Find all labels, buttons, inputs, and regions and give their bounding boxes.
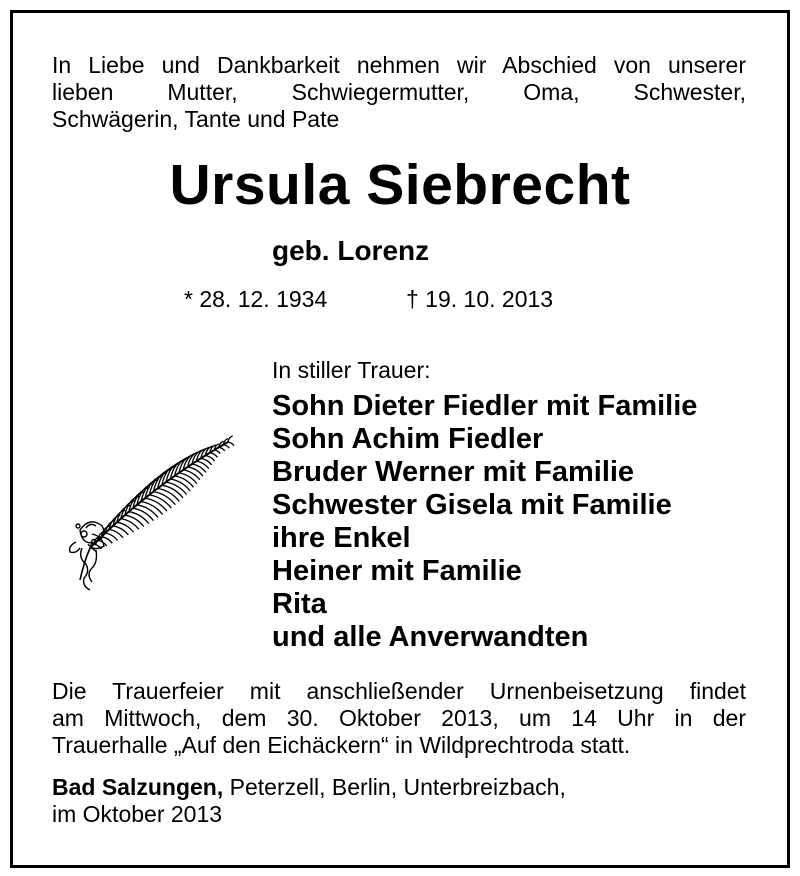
service-text: [52, 678, 746, 759]
mourner-entry: und alle Anverwandten: [272, 621, 589, 653]
mourner-entry: Sohn Dieter Fiedler mit Familie: [272, 390, 698, 422]
places-line: [52, 774, 746, 801]
mourner-entry: Schwester Gisela mit Familie: [272, 489, 672, 521]
intro-text: [52, 52, 746, 133]
mourner-entry: Heiner mit Familie: [272, 555, 522, 587]
places-date: im Oktober 2013: [52, 801, 223, 827]
mourner-entry: ihre Enkel: [272, 522, 411, 554]
service-line-1: Die Trauerfeier mit anschließender Urnenbeisetzung findet: [52, 678, 746, 704]
birth-date: * 28. 12. 1934: [184, 286, 328, 312]
intro-line-2: lieben Mutter, Schwiegermutter, Oma, Schwester,: [52, 79, 746, 105]
feather-with-bow-icon: [62, 430, 237, 605]
birth-name: geb. Lorenz: [272, 235, 430, 266]
places-rest: Peterzell, Berlin, Unterbreizbach,: [223, 774, 566, 800]
death-date: † 19. 10. 2013: [406, 286, 554, 312]
mourning-label: In stiller Trauer:: [272, 357, 431, 383]
intro-line-1: In Liebe und Dankbarkeit nehmen wir Abschied von unserer: [52, 52, 746, 78]
places-lead: Bad Salzungen,: [52, 774, 224, 800]
mourner-entry: Rita: [272, 588, 327, 620]
service-line-2: am Mittwoch, dem 30. Oktober 2013, um 14 Uhr in der: [52, 705, 746, 731]
places-block: [52, 774, 746, 828]
intro-line-3: Schwägerin, Tante und Pate: [52, 106, 340, 132]
service-line-3: Trauerhalle „Auf den Eichäckern“ in Wildprechtroda statt.: [52, 732, 631, 758]
deceased-name: Ursula Siebrecht: [169, 153, 631, 217]
mourner-entry: Sohn Achim Fiedler: [272, 423, 544, 455]
mourner-entry: Bruder Werner mit Familie: [272, 456, 635, 488]
mourners-list: [272, 390, 697, 654]
